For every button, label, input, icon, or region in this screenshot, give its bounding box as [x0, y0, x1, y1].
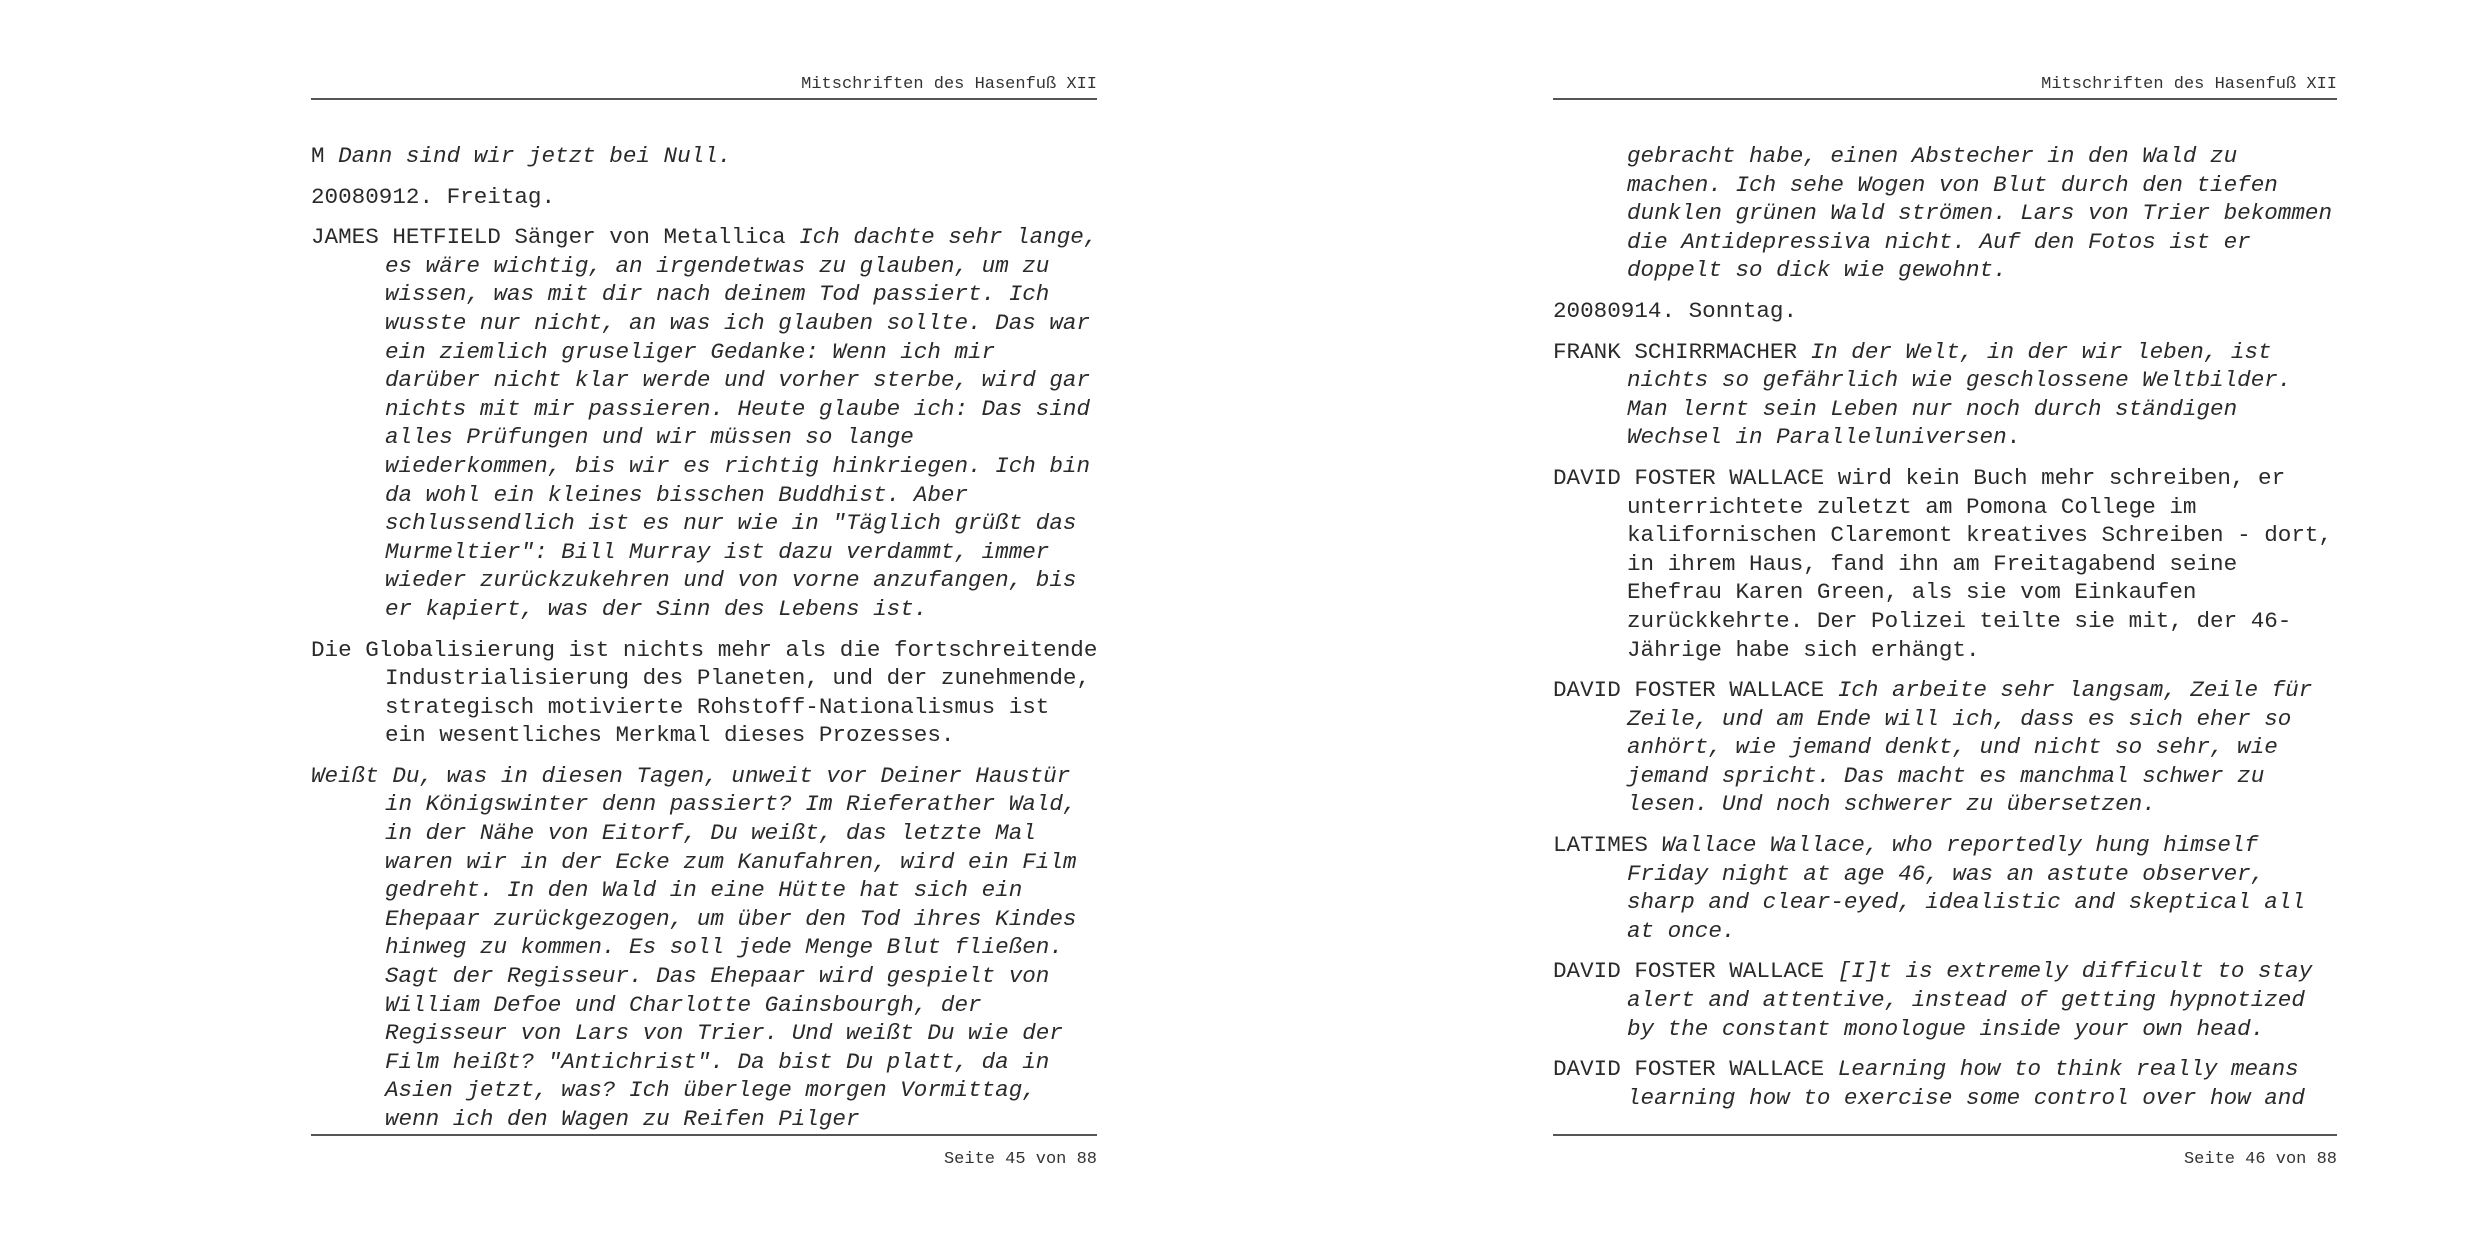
paragraph	[1553, 676, 2343, 819]
date-heading: 20080914. Sonntag.	[1553, 297, 1798, 324]
paragraph	[311, 142, 1101, 171]
quote-text: Dann sind wir jetzt bei Null.	[338, 143, 732, 169]
paragraph: Weißt Du, was in diesen Tagen, unweit vor Deiner Haustür in Königswinter denn passiert? Im Rieferather Wald, in der Nähe von Eitorf, Du weißt, das letzte Mal waren wir in der Ecke zum Kanufahren, wird ein Film gedreht. In den Wald in eine Hütte hat sich ein Ehepaar zurückgezogen, um über den Tod ihres Kindes hinweg zu kommen. Es soll jede Menge Blut fließen. Sagt der Regisseur. Das Ehepaar wird gespielt von William Defoe und Charlotte Gainsbourgh, der Regisseur von Lars von Trier. Und weißt Du wie der Film heißt? "Antichrist". Da bist Du platt, da in Asien jetzt, was? Ich überlege morgen Vormittag, wenn ich den Wagen zu Reifen Pilger	[311, 762, 1077, 1132]
speaker-name: LATIMES	[1553, 832, 1648, 859]
quote-text: Ich arbeite sehr langsam, Zeile für Zeile, und am Ende will ich, dass es sich eher so anhört, wie jemand denkt, und nicht so sehr, wie jemand spricht. Das macht es manchmal schwer zu lesen. Und noch schwerer zu übersetzen.	[1627, 677, 2313, 818]
paragraph: DAVID FOSTER WALLACE wird kein Buch mehr schreiben, er unterrichtete zuletzt am Pomona College im kalifornischen Claremont kreatives Schreiben - dort, in ihrem Haus, fand ihn am Freitagabend seine Ehefrau Karen Green, als sie vom Einkaufen zurückkehrte. Der Polizei teilte sie mit, der 46-Jährige habe sich erhängt.	[1553, 464, 2333, 663]
speaker-name: DAVID FOSTER WALLACE	[1553, 677, 1825, 704]
speaker-name: JAMES HETFIELD Sänger von Metallica	[311, 224, 786, 251]
speaker-name: DAVID FOSTER WALLACE	[1553, 958, 1825, 985]
quote-text: [I]t is extremely difficult to stay alert and attentive, instead of getting hypnotized by the constant monologue inside your own head.	[1627, 958, 2313, 1042]
quote-text: Wallace Wallace, who reportedly hung himself Friday night at age 46, was an astute observer, sharp and clear-eyed, idealistic and skeptical all at once.	[1627, 832, 2305, 944]
date-heading: 20080912. Freitag.	[311, 183, 556, 210]
paragraph-continued: gebracht habe, einen Abstecher in den Wald zu machen. Ich sehe Wogen von Blut durch den tiefen dunklen grünen Wald strömen. Lars von Trier bekommen die Antidepressiva nicht. Auf den Fotos ist er doppelt so dick wie gewohnt.	[1627, 143, 2333, 284]
quote-text: Ich dachte sehr lange, es wäre wichtig, an irgendetwas zu glauben, um zu wissen, was mit dir nach deinem Tod passiert. Ich wusste nur nicht, an was ich glauben sollte. Das war ein ziemlich gruseliger Gedanke: Wenn ich mir darüber nicht klar werde und vorher sterbe, wird gar nichts mit mir passieren. Heute glaube ich: Das sind alles Prüfungen und wir müssen so lange wiederkommen, bis wir es richtig hinkriegen. Ich bin da wohl ein kleines bisschen Buddhist. Aber schlussendlich ist es nur wie in "Täglich grüßt das Murmeltier": Bill Murray ist dazu verdammt, immer wieder zurückzukehren und von vorne anzufangen, bis er kapiert, was der Sinn des Lebens ist.	[385, 224, 1098, 622]
speaker-name: M	[311, 143, 325, 169]
paragraph: Die Globalisierung ist nichts mehr als die fortschreitende Industrialisierung des Planeten, und der zunehmende, strategisch motivierte Rohstoff-Nationalismus ist ein wesentliches Merkmal dieses Prozesses.	[311, 636, 1098, 749]
paragraph	[1553, 1055, 2343, 1112]
speaker-name: DAVID FOSTER WALLACE	[1553, 1056, 1825, 1083]
paragraph	[1553, 957, 2343, 1043]
page-content	[1553, 142, 2343, 1124]
page-content	[311, 142, 1101, 1146]
quote-tail: .	[2006, 424, 2021, 451]
page-footer: Seite 45 von 88	[311, 1134, 1097, 1169]
page-header: Mitschriften des Hasenfuß XII	[311, 72, 1097, 100]
page-header: Mitschriften des Hasenfuß XII	[1553, 72, 2337, 100]
speaker-name: FRANK SCHIRRMACHER	[1553, 338, 1798, 365]
page-footer: Seite 46 von 88	[1553, 1134, 2337, 1169]
paragraph	[1553, 831, 2343, 945]
quote-text: In der Welt, in der wir leben, ist nichts so gefährlich wie geschlossene Weltbilder. Man lernt sein Leben nur noch durch ständigen Wechsel in Paralleluniversen	[1627, 338, 2292, 451]
quote-text: Learning how to think really means learning how to exercise some control over how and	[1627, 1056, 2305, 1111]
paragraph	[311, 223, 1101, 623]
paragraph	[1553, 338, 2343, 452]
right-page	[1240, 0, 2480, 1240]
